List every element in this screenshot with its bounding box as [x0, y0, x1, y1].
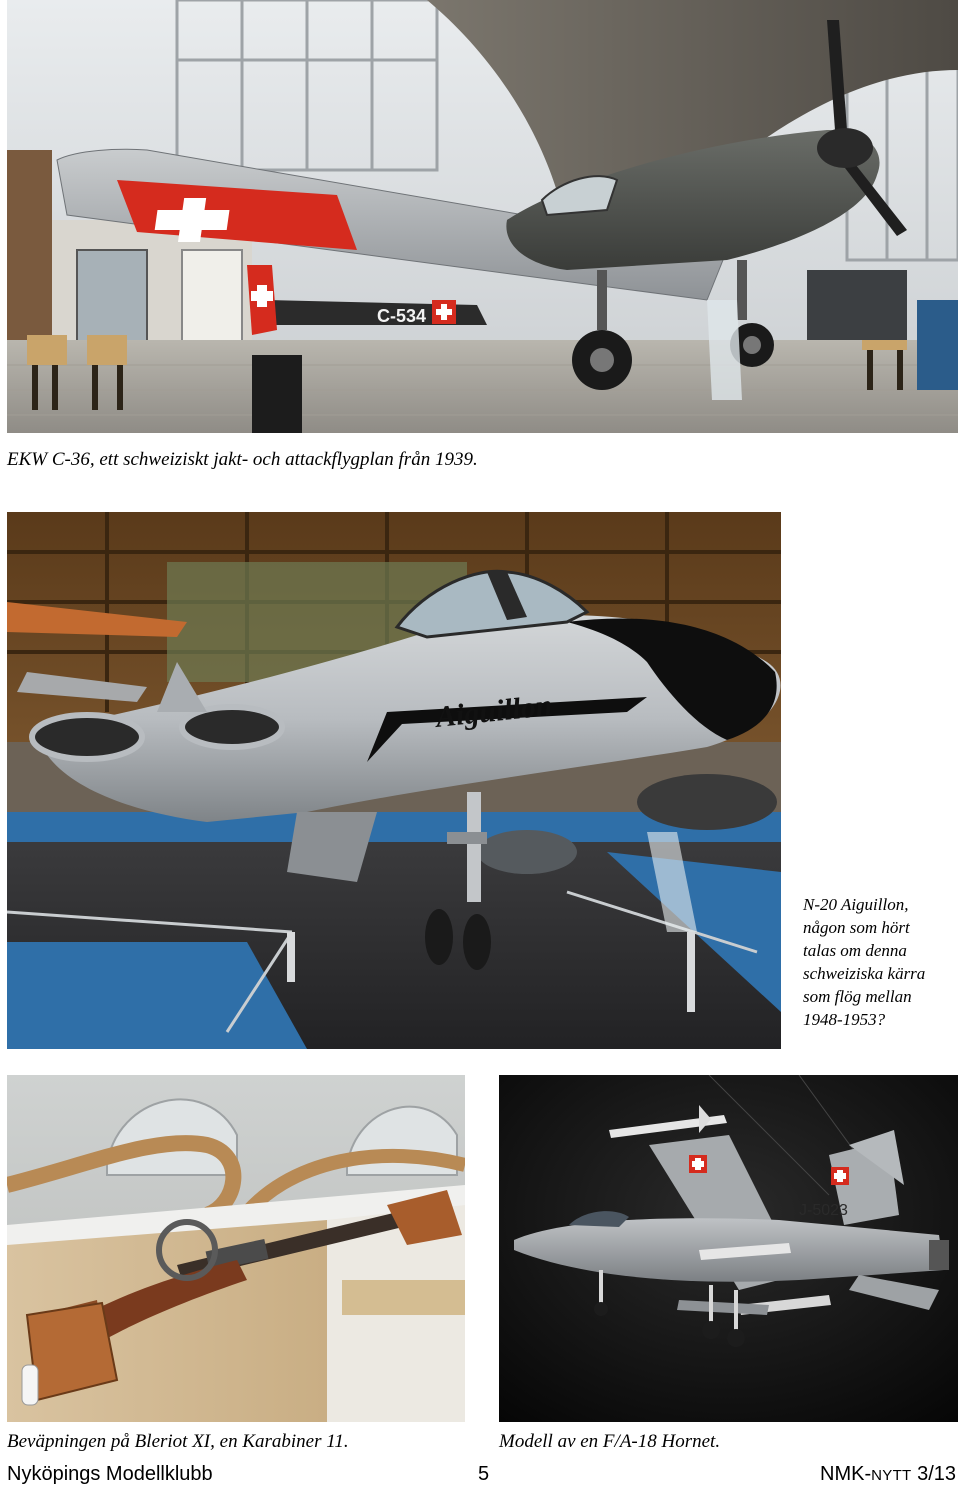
- aiguillon-image: [7, 512, 781, 1049]
- photo-hornet: [499, 1075, 958, 1422]
- caption-karabiner: Beväpningen på Bleriot XI, en Karabiner 11.: [7, 1431, 349, 1452]
- caption-aiguillon-line: schweiziska kärra: [803, 964, 926, 983]
- photo-aiguillon: [7, 512, 781, 1049]
- footer-issue-number: 3/13: [911, 1463, 956, 1485]
- caption-aiguillon-line: 1948-1953?: [803, 1010, 886, 1029]
- caption-ekw-c36: EKW C-36, ett schweiziskt jakt- och attackflygplan från 1939.: [7, 449, 478, 470]
- photo-karabiner: [7, 1075, 465, 1422]
- caption-aiguillon: [803, 893, 953, 1031]
- caption-aiguillon-line: talas om denna: [803, 941, 907, 960]
- photo-ekw-c36: [7, 0, 958, 433]
- ekw-c36-image: [7, 0, 958, 433]
- footer-club-name: Nyköpings Modellklubb: [7, 1463, 213, 1485]
- aiguillon-nose-lettering: Aiguillon: [434, 688, 554, 734]
- footer-issue: [820, 1462, 956, 1488]
- hornet-image: [499, 1075, 958, 1422]
- caption-aiguillon-line: som flög mellan: [803, 987, 912, 1006]
- footer-issue-prefix: NMK-: [820, 1463, 872, 1485]
- c534-registration-label: C-534: [377, 306, 427, 326]
- caption-aiguillon-line: någon som hört: [803, 918, 910, 937]
- footer-page-number: 5: [478, 1463, 490, 1485]
- footer-issue-word: NYTT: [871, 1467, 912, 1484]
- caption-aiguillon-line: N-20 Aiguillon,: [803, 895, 909, 914]
- karabiner-image: [7, 1075, 465, 1422]
- caption-hornet: Modell av en F/A-18 Hornet.: [499, 1431, 721, 1452]
- hornet-registration-label: J-5023: [799, 1202, 848, 1219]
